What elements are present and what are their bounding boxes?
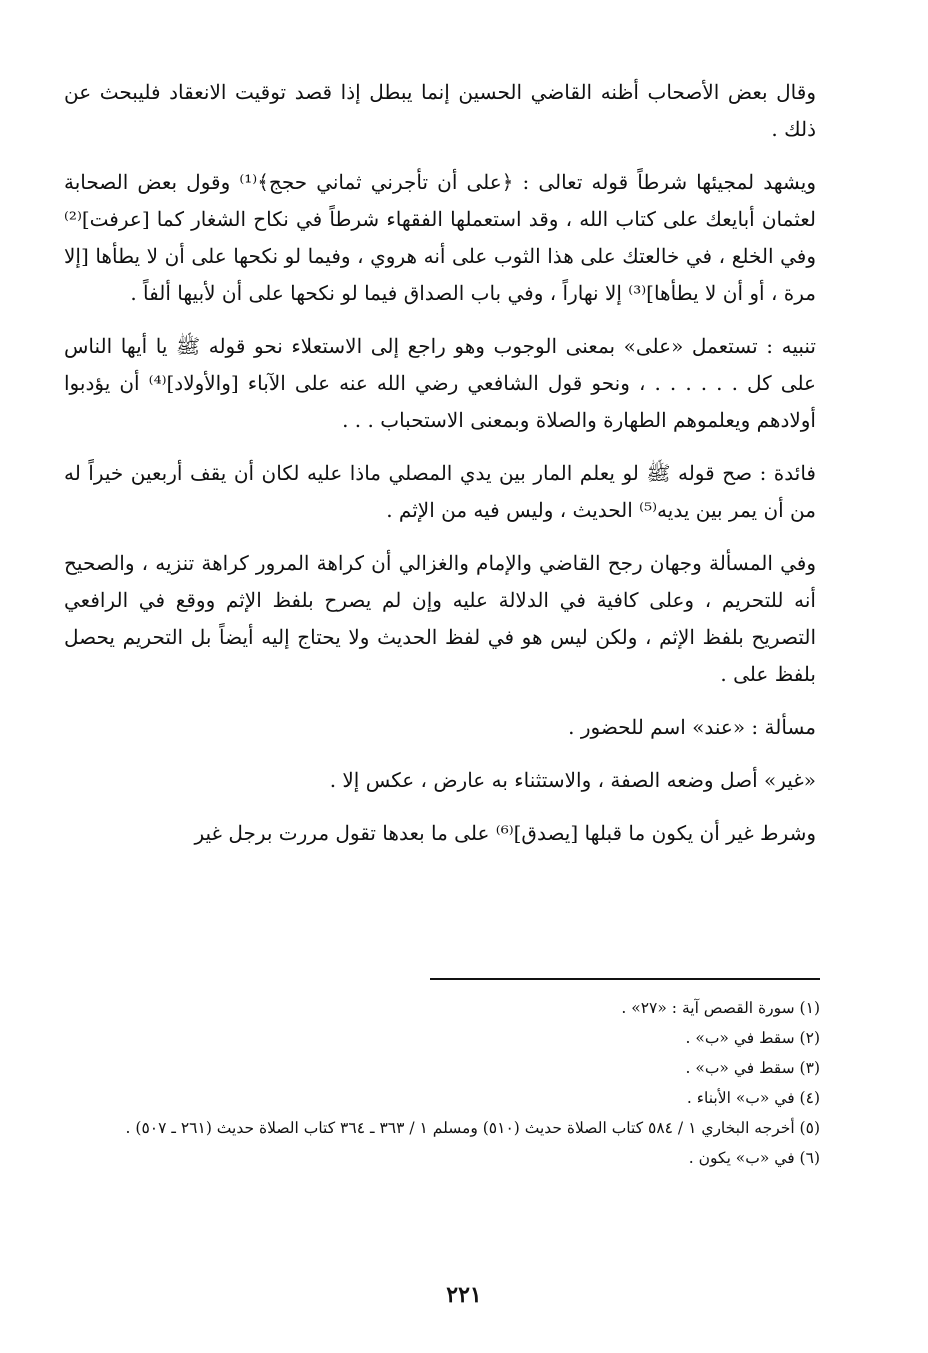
paragraph: وفي المسألة وجهان رجح القاضي والإمام والغزالي أن كراهة المرور كراهة تنزيه ، والصحيح أنه للتحريم ، وعلى كافية في الدلالة عليه وإن لم يصرح بلفظ الإثم ووقع في الرافعي التصريح بلفظ الإثم ، ولكن ليس هو في لفظ الحديث ولا يحتاج إليه أيضاً بل التحريم يحصل بلفظ على .: [64, 551, 816, 686]
paragraph: تنبيه : تستعمل «على» بمعنى الوجوب وهو راجع إلى الاستعلاء نحو قوله ﷺ يا أيها الناس على كل . . . . . . ، ونحو قول الشافعي رضي الله عنه على الآباء [والأولاد]⁽⁴⁾ أن يؤدبوا أولادهم ويعلموهم الطهارة والصلاة وبمعنى الاستحباب . . .: [64, 334, 816, 432]
paragraph: فائدة : صح قوله ﷺ لو يعلم المار بين يدي المصلي ماذا عليه لكان أن يقف أربعين خيراً له من أن يمر بين يديه⁽⁵⁾ الحديث ، وليس فيه من الإثم .: [64, 461, 816, 522]
main-text: [64, 74, 816, 852]
footnote: (٣) سقط في «ب» .: [685, 1059, 820, 1077]
footnote: (٥) أخرجه البخاري ١ / ٥٨٤ كتاب الصلاة حديث (٥١٠) ومسلم ١ / ٣٦٣ ـ ٣٦٤ كتاب الصلاة حديث (٢٦١ ـ ٥٠٧) .: [125, 1119, 820, 1137]
paragraph: مسألة : «عند» اسم للحضور .: [568, 715, 816, 739]
paragraph: وقال بعض الأصحاب أظنه القاضي الحسين إنما يبطل إذا قصد توقيت الانعقاد فليبحث عن ذلك .: [64, 80, 816, 141]
paragraph: ويشهد لمجيئها شرطاً قوله تعالى : ﴿على أن تأجرني ثماني حجج﴾⁽¹⁾ وقول بعض الصحابة لعثمان أبايعك على كتاب الله ، وقد استعملها الفقهاء شرطاً في نكاح الشغار كما [عرفت]⁽²⁾ وفي الخلع ، في خالعتك على هذا الثوب على أنه هروي ، وفيما لو نكحها على أن لا يطأها [إلا مرة ، أو أن لا يطأها]⁽³⁾ إلا نهاراً ، وفي باب الصداق فيما لو نكحها على أن لأبيها ألفاً .: [64, 170, 817, 305]
footnote: (١) سورة القصص آية : «٢٧» .: [621, 999, 820, 1017]
footnote-separator: [430, 978, 820, 980]
footnote: (٦) في «ب» يكون .: [688, 1149, 820, 1167]
paragraph: «غير» أصل وضعه الصفة ، والاستثناء به عارض ، عكس إلا .: [329, 768, 816, 792]
footnote: (٤) في «ب» الأبناء .: [686, 1089, 820, 1107]
page-number: ٢٢١: [446, 1282, 482, 1308]
paragraph: وشرط غير أن يكون ما قبلها [يصدق]⁽⁶⁾ على ما بعدها تقول مررت برجل غير: [194, 821, 816, 845]
footnotes: [80, 993, 820, 1173]
footnote: (٢) سقط في «ب» .: [685, 1029, 820, 1047]
